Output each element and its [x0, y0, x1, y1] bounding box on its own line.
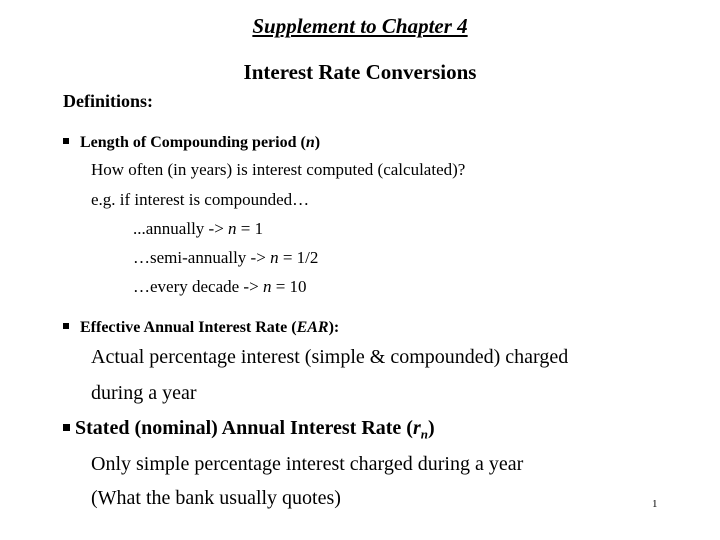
slide-title: Supplement to Chapter 4	[252, 14, 468, 38]
section-heading: Definitions:	[63, 91, 153, 111]
page-number: 1	[652, 498, 658, 510]
example-line: ...annually -> n = 1	[133, 219, 264, 238]
slide-subtitle: Interest Rate Conversions	[243, 60, 477, 84]
definition-line: Actual percentage interest (simple & compounded) charged	[91, 346, 569, 368]
symbol-n: n	[305, 134, 315, 151]
symbol-r: r	[412, 417, 421, 439]
definition-line: e.g. if interest is compounded…	[91, 190, 310, 209]
definition-line: Only simple percentage interest charged during a year	[91, 453, 524, 475]
bullet-square-icon	[63, 424, 70, 431]
bullet-ear: Effective Annual Interest Rate (EAR):	[63, 319, 339, 337]
definition-line: during a year	[91, 382, 197, 404]
bullet-compounding-period: Length of Compounding period (n)	[63, 134, 320, 152]
symbol-ear: EAR	[296, 319, 329, 336]
definition-line: (What the bank usually quotes)	[91, 487, 341, 509]
example-line: …every decade -> n = 10	[133, 277, 307, 296]
definition-line: How often (in years) is interest computed (calculated)?	[91, 160, 466, 179]
example-line: …semi-annually -> n = 1/2	[133, 248, 319, 267]
bullet-stated-rate: Stated (nominal) Annual Interest Rate $(r_n)$	[63, 417, 435, 440]
bullet-square-icon	[63, 138, 69, 144]
bullet-square-icon	[63, 323, 69, 329]
